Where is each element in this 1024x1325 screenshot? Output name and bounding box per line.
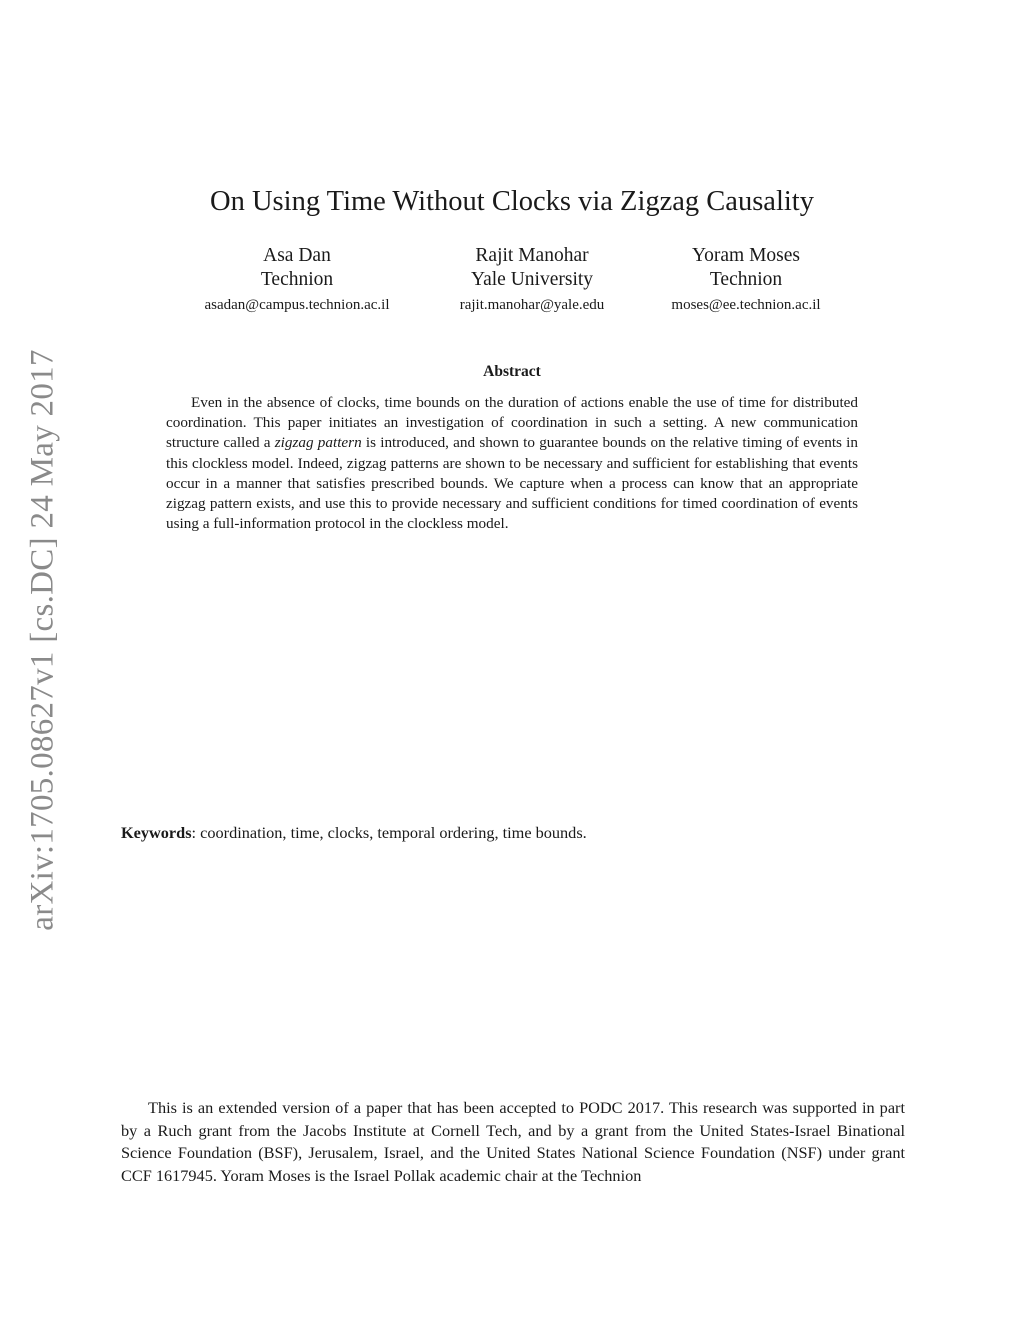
abstract-text-after: is introduced, and shown to guarantee bounds on the relative timing of events in this clockless model. Indeed, zigzag patterns are shown to be necessary and sufficient for establishing that events occur in a manner that satisfies prescribed bounds. We capture when a process can know that an appropriate zigzag pattern exists, and use this to provide necessary and sufficient conditions for timed coordination of events using a full-information protocol in the clockless model. xyxy=(166,434,858,533)
author-affiliation: Technion xyxy=(260,269,334,290)
keywords xyxy=(121,822,921,843)
author-email: asadan@campus.technion.ac.il xyxy=(204,297,390,313)
footnote: This is an extended version of a paper that has been accepted to PODC 2017. This research was supported in part by a Ruch grant from the Jacobs Institute at Cornell Tech, and by a grant from the United States-Israel Binational Science Foundation (BSF), Jerusalem, Israel, and the United States National Science Foundation (NSF) under grant CCF 1617945. Yoram Moses is the Israel Pollak academic chair at the Technion xyxy=(121,1098,905,1185)
abstract-body xyxy=(166,393,858,534)
author-name: Yoram Moses xyxy=(692,245,800,266)
abstract-term: zigzag pattern xyxy=(274,434,362,452)
paper-title: On Using Time Without Clocks via Zigzag Causality xyxy=(210,186,814,217)
keywords-list: : coordination, time, clocks, temporal ordering, time bounds. xyxy=(191,823,587,842)
author-affiliation: Yale University xyxy=(470,269,594,290)
author-email: rajit.manohar@yale.edu xyxy=(459,297,605,313)
author-name: Rajit Manohar xyxy=(475,245,589,266)
abstract-heading: Abstract xyxy=(483,363,541,380)
abstract-text-before: Even in the absence of clocks, time bounds on the duration of actions enable the use of time for distributed coordination. This paper initiates an investigation of coordination in such a setting. A new communication structure called a xyxy=(166,394,858,452)
author-email: moses@ee.technion.ac.il xyxy=(671,297,821,313)
author-affiliation: Technion xyxy=(709,269,783,290)
arxiv-identifier: arXiv:1705.08627v1 [cs.DC] 24 May 2017 xyxy=(24,349,61,931)
author-name: Asa Dan xyxy=(263,245,331,266)
keywords-label: Keywords xyxy=(121,823,192,842)
author-block xyxy=(596,244,896,315)
